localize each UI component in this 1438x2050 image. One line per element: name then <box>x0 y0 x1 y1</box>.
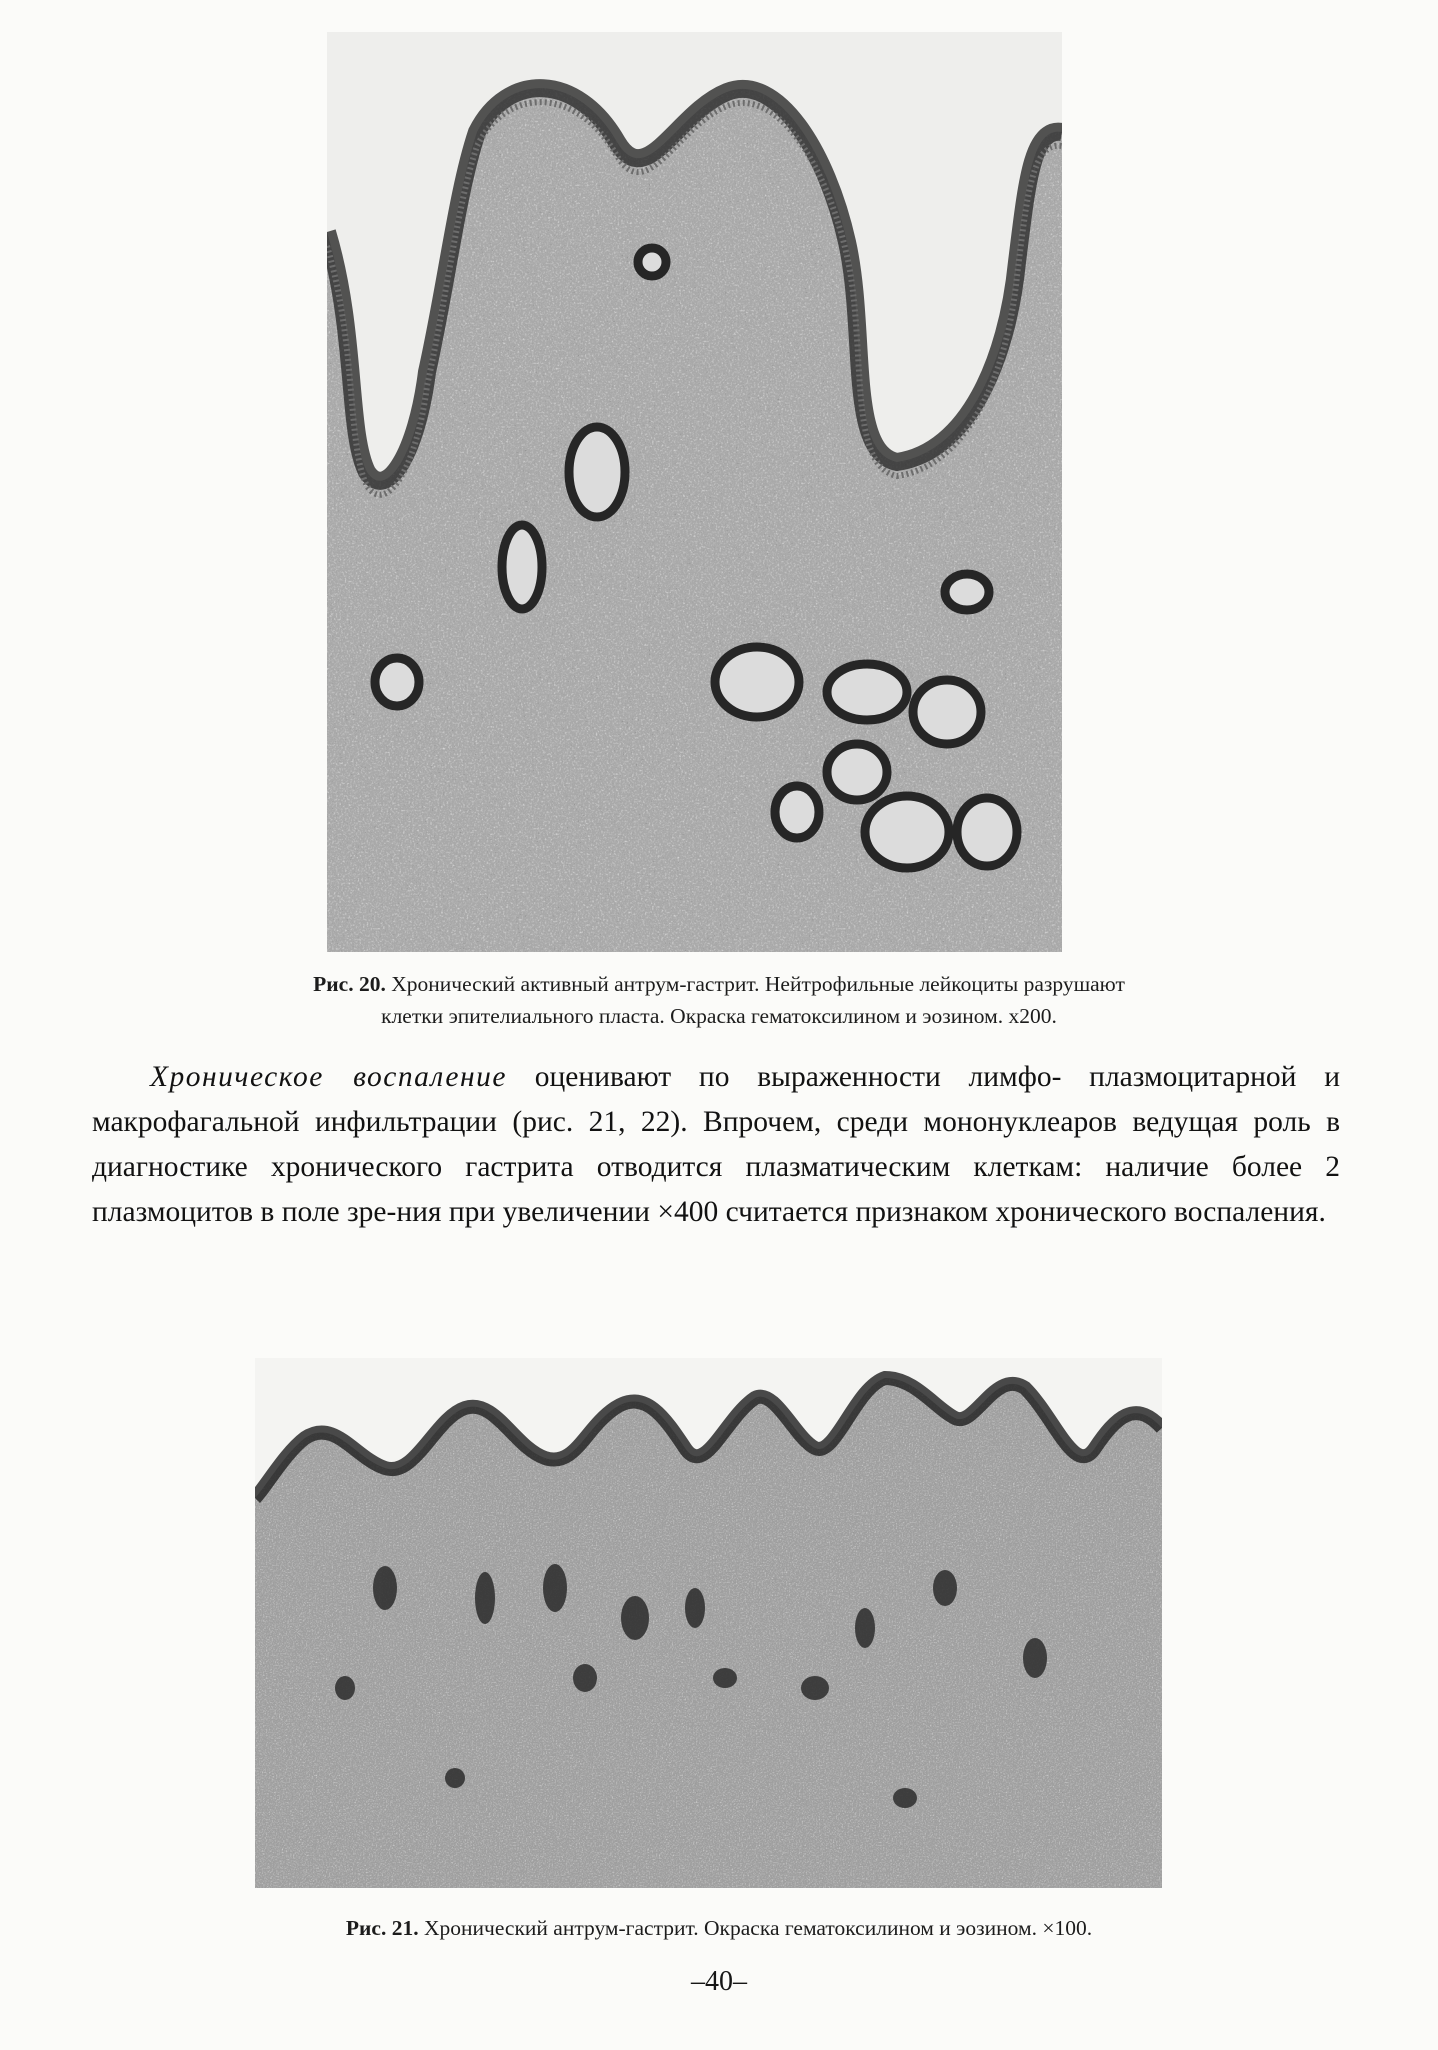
figure-20-caption-line-2: клетки эпителиального пласта. Окраска гематоксилином и эозином. х200. <box>381 1004 1057 1028</box>
paragraph-line-1-rest: оценивают по выраженности лимфо- <box>507 1061 1062 1093</box>
figure-20-caption-line-1: Хронический активный антрум-гастрит. Нейтрофильные лейкоциты разрушают <box>391 972 1125 996</box>
figure-21-caption-text: Хронический антрум-гастрит. Окраска гематоксилином и эозином. ×100. <box>423 1916 1093 1940</box>
paragraph-lead-term: Хроническое воспаление <box>150 1061 507 1093</box>
histology-micrograph-figure-20 <box>327 32 1062 952</box>
figure-20-label: Рис. 20. <box>313 972 386 996</box>
figure-20-caption <box>90 968 1348 1032</box>
histology-micrograph-figure-21 <box>255 1358 1162 1888</box>
figure-21-label: Рис. 21. <box>345 1916 419 1940</box>
paragraph-rest: плазмоцитарной и макрофагальной инфильтрации (рис. 21, 22). Впрочем, среди мононуклеаров ведущая роль в диагностике хронического гастрита отводится плазматическим клеткам: наличие более 2 плазмоцитов в поле зре-ния при увеличении ×400 считается признаком хронического воспаления. <box>92 1061 1340 1228</box>
body-paragraph <box>92 1055 1340 1235</box>
figure-21-caption <box>90 1912 1348 1944</box>
page-number: –40– <box>691 1966 747 1997</box>
